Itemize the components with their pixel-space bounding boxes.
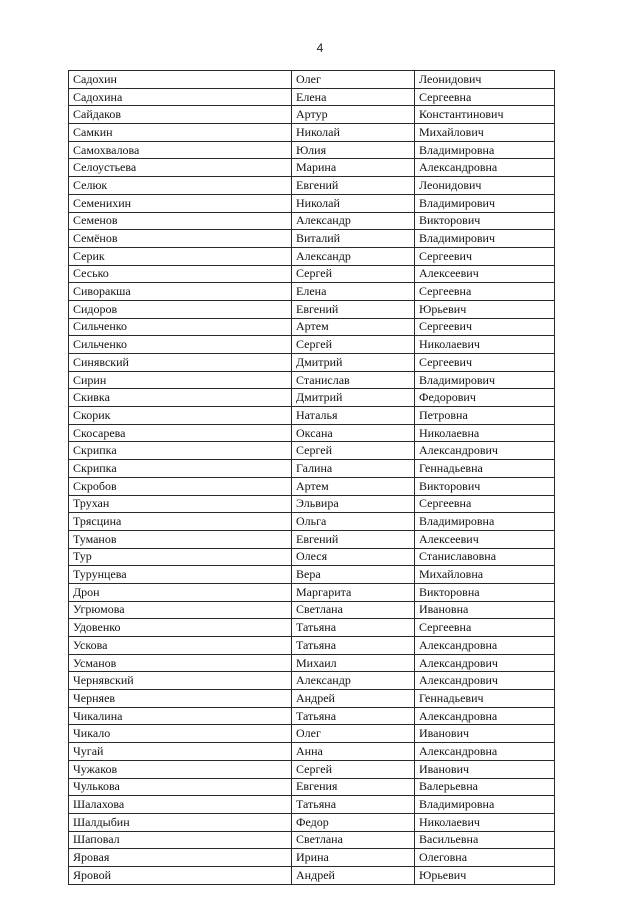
table-row — [69, 265, 555, 283]
patronymic-cell: Николаевна — [415, 424, 555, 442]
page-number: 4 — [316, 41, 324, 55]
first-name-cell: Сергей — [292, 442, 415, 460]
first-name-cell: Вера — [292, 566, 415, 584]
first-name-cell: Евгения — [292, 778, 415, 796]
surname-cell: Скорик — [69, 407, 292, 425]
surname-cell: Яровая — [69, 849, 292, 867]
surname-cell: Скрипка — [69, 460, 292, 478]
patronymic-cell: Олеговна — [415, 849, 555, 867]
patronymic-cell: Константинович — [415, 106, 555, 124]
surname-cell: Ускова — [69, 637, 292, 655]
table-row — [69, 354, 555, 372]
patronymic-cell: Юрьевич — [415, 866, 555, 884]
surname-cell: Шаповал — [69, 831, 292, 849]
first-name-cell: Эльвира — [292, 495, 415, 513]
surname-cell: Селюк — [69, 177, 292, 195]
table-row — [69, 619, 555, 637]
patronymic-cell: Александровна — [415, 707, 555, 725]
surname-cell: Шалдыбин — [69, 813, 292, 831]
first-name-cell: Виталий — [292, 230, 415, 248]
patronymic-cell: Леонидович — [415, 177, 555, 195]
patronymic-cell: Станиславовна — [415, 548, 555, 566]
patronymic-cell: Александрович — [415, 442, 555, 460]
patronymic-cell: Владимировна — [415, 513, 555, 531]
patronymic-cell: Сергеевич — [415, 318, 555, 336]
first-name-cell: Станислав — [292, 371, 415, 389]
first-name-cell: Евгений — [292, 300, 415, 318]
patronymic-cell: Геннадьевна — [415, 460, 555, 478]
patronymic-cell: Владимирович — [415, 230, 555, 248]
patronymic-cell: Сергеевна — [415, 495, 555, 513]
first-name-cell: Светлана — [292, 601, 415, 619]
first-name-cell: Олег — [292, 725, 415, 743]
first-name-cell: Федор — [292, 813, 415, 831]
surname-cell: Черняев — [69, 690, 292, 708]
patronymic-cell: Михайлович — [415, 124, 555, 142]
table-row — [69, 424, 555, 442]
patronymic-cell: Николаевич — [415, 336, 555, 354]
patronymic-cell: Александровна — [415, 743, 555, 761]
first-name-cell: Татьяна — [292, 707, 415, 725]
first-name-cell: Наталья — [292, 407, 415, 425]
table-row — [69, 513, 555, 531]
first-name-cell: Михаил — [292, 654, 415, 672]
patronymic-cell: Сергеевич — [415, 354, 555, 372]
patronymic-cell: Юрьевич — [415, 300, 555, 318]
first-name-cell: Оксана — [292, 424, 415, 442]
surname-cell: Чулькова — [69, 778, 292, 796]
patronymic-cell: Александрович — [415, 654, 555, 672]
first-name-cell: Галина — [292, 460, 415, 478]
surname-cell: Туманов — [69, 530, 292, 548]
table-row — [69, 743, 555, 761]
first-name-cell: Александр — [292, 672, 415, 690]
patronymic-cell: Петровна — [415, 407, 555, 425]
surname-cell: Дрон — [69, 583, 292, 601]
first-name-cell: Александр — [292, 247, 415, 265]
surname-cell: Усманов — [69, 654, 292, 672]
patronymic-cell: Викторович — [415, 212, 555, 230]
table-row — [69, 247, 555, 265]
surname-cell: Скосарева — [69, 424, 292, 442]
surname-cell: Чикало — [69, 725, 292, 743]
first-name-cell: Евгений — [292, 177, 415, 195]
table-row — [69, 548, 555, 566]
first-name-cell: Анна — [292, 743, 415, 761]
table-row — [69, 672, 555, 690]
patronymic-cell: Владимирович — [415, 371, 555, 389]
surname-cell: Самкин — [69, 124, 292, 142]
surname-cell: Турунцева — [69, 566, 292, 584]
surname-cell: Синявский — [69, 354, 292, 372]
table-row — [69, 389, 555, 407]
table-row — [69, 477, 555, 495]
table-row — [69, 566, 555, 584]
surname-cell: Сайдаков — [69, 106, 292, 124]
surname-cell: Шалахова — [69, 796, 292, 814]
surname-cell: Семенихин — [69, 194, 292, 212]
first-name-cell: Ольга — [292, 513, 415, 531]
first-name-cell: Татьяна — [292, 637, 415, 655]
patronymic-cell: Владимировна — [415, 141, 555, 159]
first-name-cell: Елена — [292, 283, 415, 301]
table-row — [69, 230, 555, 248]
table-row — [69, 495, 555, 513]
first-name-cell: Татьяна — [292, 796, 415, 814]
first-name-cell: Андрей — [292, 690, 415, 708]
table-row — [69, 601, 555, 619]
table-row — [69, 707, 555, 725]
surname-cell: Серик — [69, 247, 292, 265]
table-row — [69, 778, 555, 796]
patronymic-cell: Леонидович — [415, 71, 555, 89]
first-name-cell: Юлия — [292, 141, 415, 159]
patronymic-cell: Иванович — [415, 725, 555, 743]
surname-cell: Удовенко — [69, 619, 292, 637]
patronymic-cell: Васильевна — [415, 831, 555, 849]
table-row — [69, 530, 555, 548]
patronymic-cell: Александрович — [415, 672, 555, 690]
table-row — [69, 371, 555, 389]
first-name-cell: Татьяна — [292, 619, 415, 637]
first-name-cell: Андрей — [292, 866, 415, 884]
first-name-cell: Дмитрий — [292, 354, 415, 372]
surname-cell: Трухан — [69, 495, 292, 513]
patronymic-cell: Александровна — [415, 159, 555, 177]
surname-cell: Тур — [69, 548, 292, 566]
first-name-cell: Сергей — [292, 336, 415, 354]
patronymic-cell: Алексеевич — [415, 265, 555, 283]
patronymic-cell: Валерьевна — [415, 778, 555, 796]
names-table — [68, 70, 555, 885]
table-row — [69, 283, 555, 301]
first-name-cell: Евгений — [292, 530, 415, 548]
patronymic-cell: Сергеевич — [415, 247, 555, 265]
surname-cell: Угрюмова — [69, 601, 292, 619]
table-row — [69, 637, 555, 655]
surname-cell: Садохин — [69, 71, 292, 89]
table-row — [69, 442, 555, 460]
table-row — [69, 159, 555, 177]
patronymic-cell: Сергеевна — [415, 619, 555, 637]
surname-cell: Чужаков — [69, 760, 292, 778]
surname-cell: Сирин — [69, 371, 292, 389]
table-row — [69, 760, 555, 778]
patronymic-cell: Сергеевна — [415, 88, 555, 106]
surname-cell: Садохина — [69, 88, 292, 106]
patronymic-cell: Владимирович — [415, 194, 555, 212]
table-row — [69, 141, 555, 159]
table-row — [69, 407, 555, 425]
table-row — [69, 212, 555, 230]
first-name-cell: Николай — [292, 194, 415, 212]
surname-cell: Чугай — [69, 743, 292, 761]
table-row — [69, 813, 555, 831]
first-name-cell: Дмитрий — [292, 389, 415, 407]
surname-cell: Трясцина — [69, 513, 292, 531]
surname-cell: Сиворакша — [69, 283, 292, 301]
surname-cell: Чернявский — [69, 672, 292, 690]
first-name-cell: Олег — [292, 71, 415, 89]
first-name-cell: Олеся — [292, 548, 415, 566]
surname-cell: Селоустьева — [69, 159, 292, 177]
first-name-cell: Маргарита — [292, 583, 415, 601]
surname-cell: Чикалина — [69, 707, 292, 725]
first-name-cell: Артур — [292, 106, 415, 124]
first-name-cell: Марина — [292, 159, 415, 177]
patronymic-cell: Викторович — [415, 477, 555, 495]
first-name-cell: Светлана — [292, 831, 415, 849]
first-name-cell: Николай — [292, 124, 415, 142]
patronymic-cell: Алексеевич — [415, 530, 555, 548]
table-row — [69, 336, 555, 354]
first-name-cell: Сергей — [292, 265, 415, 283]
patronymic-cell: Александровна — [415, 637, 555, 655]
table-row — [69, 124, 555, 142]
table-row — [69, 831, 555, 849]
patronymic-cell: Иванович — [415, 760, 555, 778]
patronymic-cell: Ивановна — [415, 601, 555, 619]
table-row — [69, 725, 555, 743]
patronymic-cell: Михайловна — [415, 566, 555, 584]
table-row — [69, 177, 555, 195]
table-row — [69, 866, 555, 884]
table-row — [69, 71, 555, 89]
patronymic-cell: Николаевич — [415, 813, 555, 831]
first-name-cell: Артем — [292, 318, 415, 336]
surname-cell: Скробов — [69, 477, 292, 495]
surname-cell: Семёнов — [69, 230, 292, 248]
table-row — [69, 88, 555, 106]
patronymic-cell: Владимировна — [415, 796, 555, 814]
surname-cell: Скрипка — [69, 442, 292, 460]
table-row — [69, 690, 555, 708]
surname-cell: Сильченко — [69, 336, 292, 354]
surname-cell: Сесько — [69, 265, 292, 283]
table-row — [69, 106, 555, 124]
surname-cell: Скивка — [69, 389, 292, 407]
first-name-cell: Сергей — [292, 760, 415, 778]
table-row — [69, 460, 555, 478]
table-row — [69, 300, 555, 318]
first-name-cell: Елена — [292, 88, 415, 106]
patronymic-cell: Федорович — [415, 389, 555, 407]
names-table-body — [69, 71, 555, 885]
first-name-cell: Александр — [292, 212, 415, 230]
table-row — [69, 583, 555, 601]
table-row — [69, 318, 555, 336]
surname-cell: Семенов — [69, 212, 292, 230]
surname-cell: Самохвалова — [69, 141, 292, 159]
table-row — [69, 194, 555, 212]
first-name-cell: Ирина — [292, 849, 415, 867]
surname-cell: Сидоров — [69, 300, 292, 318]
surname-cell: Яровой — [69, 866, 292, 884]
table-row — [69, 796, 555, 814]
first-name-cell: Артем — [292, 477, 415, 495]
table-row — [69, 849, 555, 867]
patronymic-cell: Викторовна — [415, 583, 555, 601]
patronymic-cell: Сергеевна — [415, 283, 555, 301]
table-row — [69, 654, 555, 672]
surname-cell: Сильченко — [69, 318, 292, 336]
patronymic-cell: Геннадьевич — [415, 690, 555, 708]
